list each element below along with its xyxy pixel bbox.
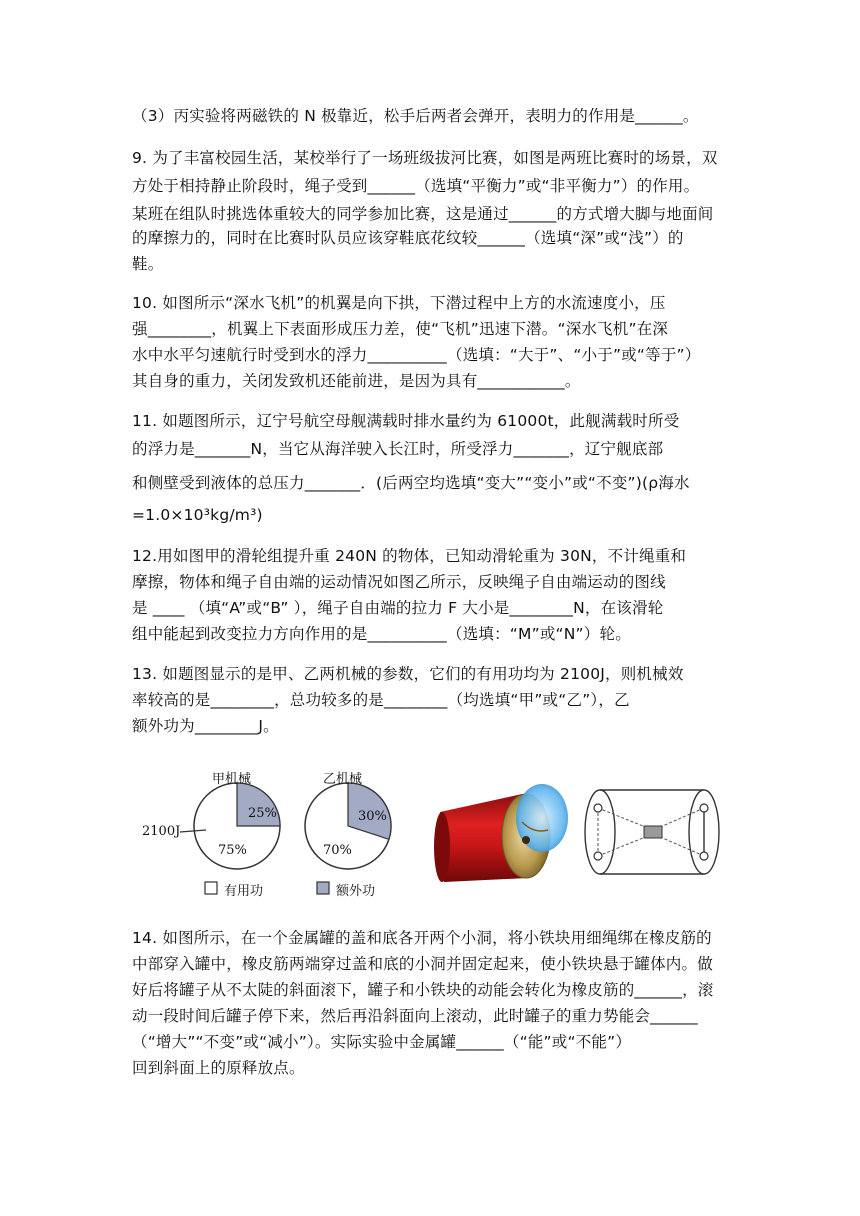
red-can-illustration (430, 774, 575, 894)
text-line: 某班在组队时挑选体重较大的同学参加比赛，这是通过______的方式增大脚与地面间 (132, 205, 714, 223)
pie-a-title: 甲机械 (212, 772, 252, 787)
can-bottom-end (434, 812, 450, 882)
iron-block (522, 836, 530, 844)
text-line: 率较高的是________，总功较多的是________（均选填“甲”或“乙”），乙 (132, 691, 630, 709)
hole-marker (594, 804, 602, 812)
text-line: =1.0×10³kg/m³) (132, 506, 263, 524)
text-line: 组中能起到改变拉力方向作用的是__________（选填：“M”或“N”）轮。 (132, 625, 631, 643)
legend-useful-swatch (205, 882, 217, 894)
question-11-line: 11. 如题图所示，辽宁号航空母舰满载时排水量约为 61000t，此舰满载时所受 (132, 412, 680, 430)
text-line: 是 ____ （填“A”或“B” ），绳子自由端的拉力 F 大小是________N，在该滑轮 (132, 599, 664, 617)
text-line: 动一段时间后罐子停下来，然后再沿斜面向上滚动，此时罐子的重力势能会______ (132, 1007, 698, 1025)
hole-marker (594, 852, 602, 860)
legend-extra-label: 额外功 (336, 884, 376, 899)
text-line: 的摩擦力的，同时在比赛时队员应该穿鞋底花纹较______（选填“深”或“浅”）的 (132, 229, 684, 247)
question-12-line: 12.用如图甲的滑轮组提升重 240N 的物体，已知动滑轮重为 30N，不计绳重和 (132, 547, 687, 565)
text-line: 强________，机翼上下表面形成压力差，使“飞机”迅速下潜。“深水飞机”在深 (132, 320, 669, 338)
pie-b-small-label: 30% (358, 809, 387, 824)
hole-marker (700, 804, 708, 812)
question-10-line: 10. 如图所示“深水飞机”的机翼是向下拱，下潜过程中上方的水流速度小，压 (132, 294, 666, 312)
text-line: 鞋。 (132, 255, 164, 273)
text-line: 方处于相持静止阶段时，绳子受到______（选填“平衡力”或“非平衡力”）的作用。 (132, 177, 700, 195)
legend-useful-label: 有用功 (224, 884, 264, 899)
text-line: 中部穿入罐中，橡皮筋两端穿过盖和底的小洞并固定起来，使小铁块悬于罐体内。做 (132, 955, 713, 973)
figure-row (0, 760, 860, 910)
text-line: 水中水平匀速航行时受到水的浮力__________（选填：“大于”、“小于”或“等于”） (132, 346, 701, 364)
diagram-left-end (585, 790, 615, 874)
text-line: 和侧壁受到液体的总压力_______．(后两空均选填“变大”“变小”或“不变”)(ρ海水 (132, 474, 690, 492)
pie-a-large-label: 75% (218, 843, 247, 858)
iron-block-box (644, 826, 662, 838)
text-line: 好后将罐子从不太陡的斜面滚下，罐子和小铁块的动能会转化为橡皮筋的______，滚 (132, 981, 714, 999)
text-line: 其自身的重力，关闭发致机还能前进，是因为具有___________。 (132, 372, 581, 390)
hole-marker (700, 852, 708, 860)
text-line: （3）丙实验将两磁铁的 N 极靠近，松手后两者会弹开，表明力的作用是______。 (132, 107, 699, 125)
question-9-line: 9. 为了丰富校园生活，某校举行了一场班级拔河比赛，如图是两班比赛时的场景，双 (132, 149, 718, 167)
pie-b-large-label: 70% (323, 843, 352, 858)
text-line: （“增大”“不变”或“减小”）。实际实验中金属罐______（“能”或“不能”） (132, 1033, 632, 1051)
question-13-line: 13. 如题图显示的是甲、乙两机械的参数，它们的有用功均为 2100J，则机械效 (132, 665, 684, 683)
text-line: 摩擦，物体和绳子自由端的运动情况如图乙所示，反映绳子自由端运动的图线 (132, 573, 666, 591)
question-14-line: 14. 如图所示，在一个金属罐的盖和底各开两个小洞，将小铁块用细绳绑在橡皮筋的 (132, 929, 712, 947)
text-line: 额外功为________J。 (132, 717, 279, 735)
pointer-label: 2100J (142, 824, 181, 839)
pie-b-title: 乙机械 (323, 772, 363, 787)
can-diagram (578, 782, 728, 892)
text-line: 回到斜面上的原释放点。 (132, 1059, 305, 1077)
text-line: 的浮力是_______N，当它从海洋驶入长江时，所受浮力_______，辽宁舰底部 (132, 440, 664, 458)
pie-a-small-label: 25% (248, 806, 277, 821)
legend-extra-swatch (317, 882, 329, 894)
